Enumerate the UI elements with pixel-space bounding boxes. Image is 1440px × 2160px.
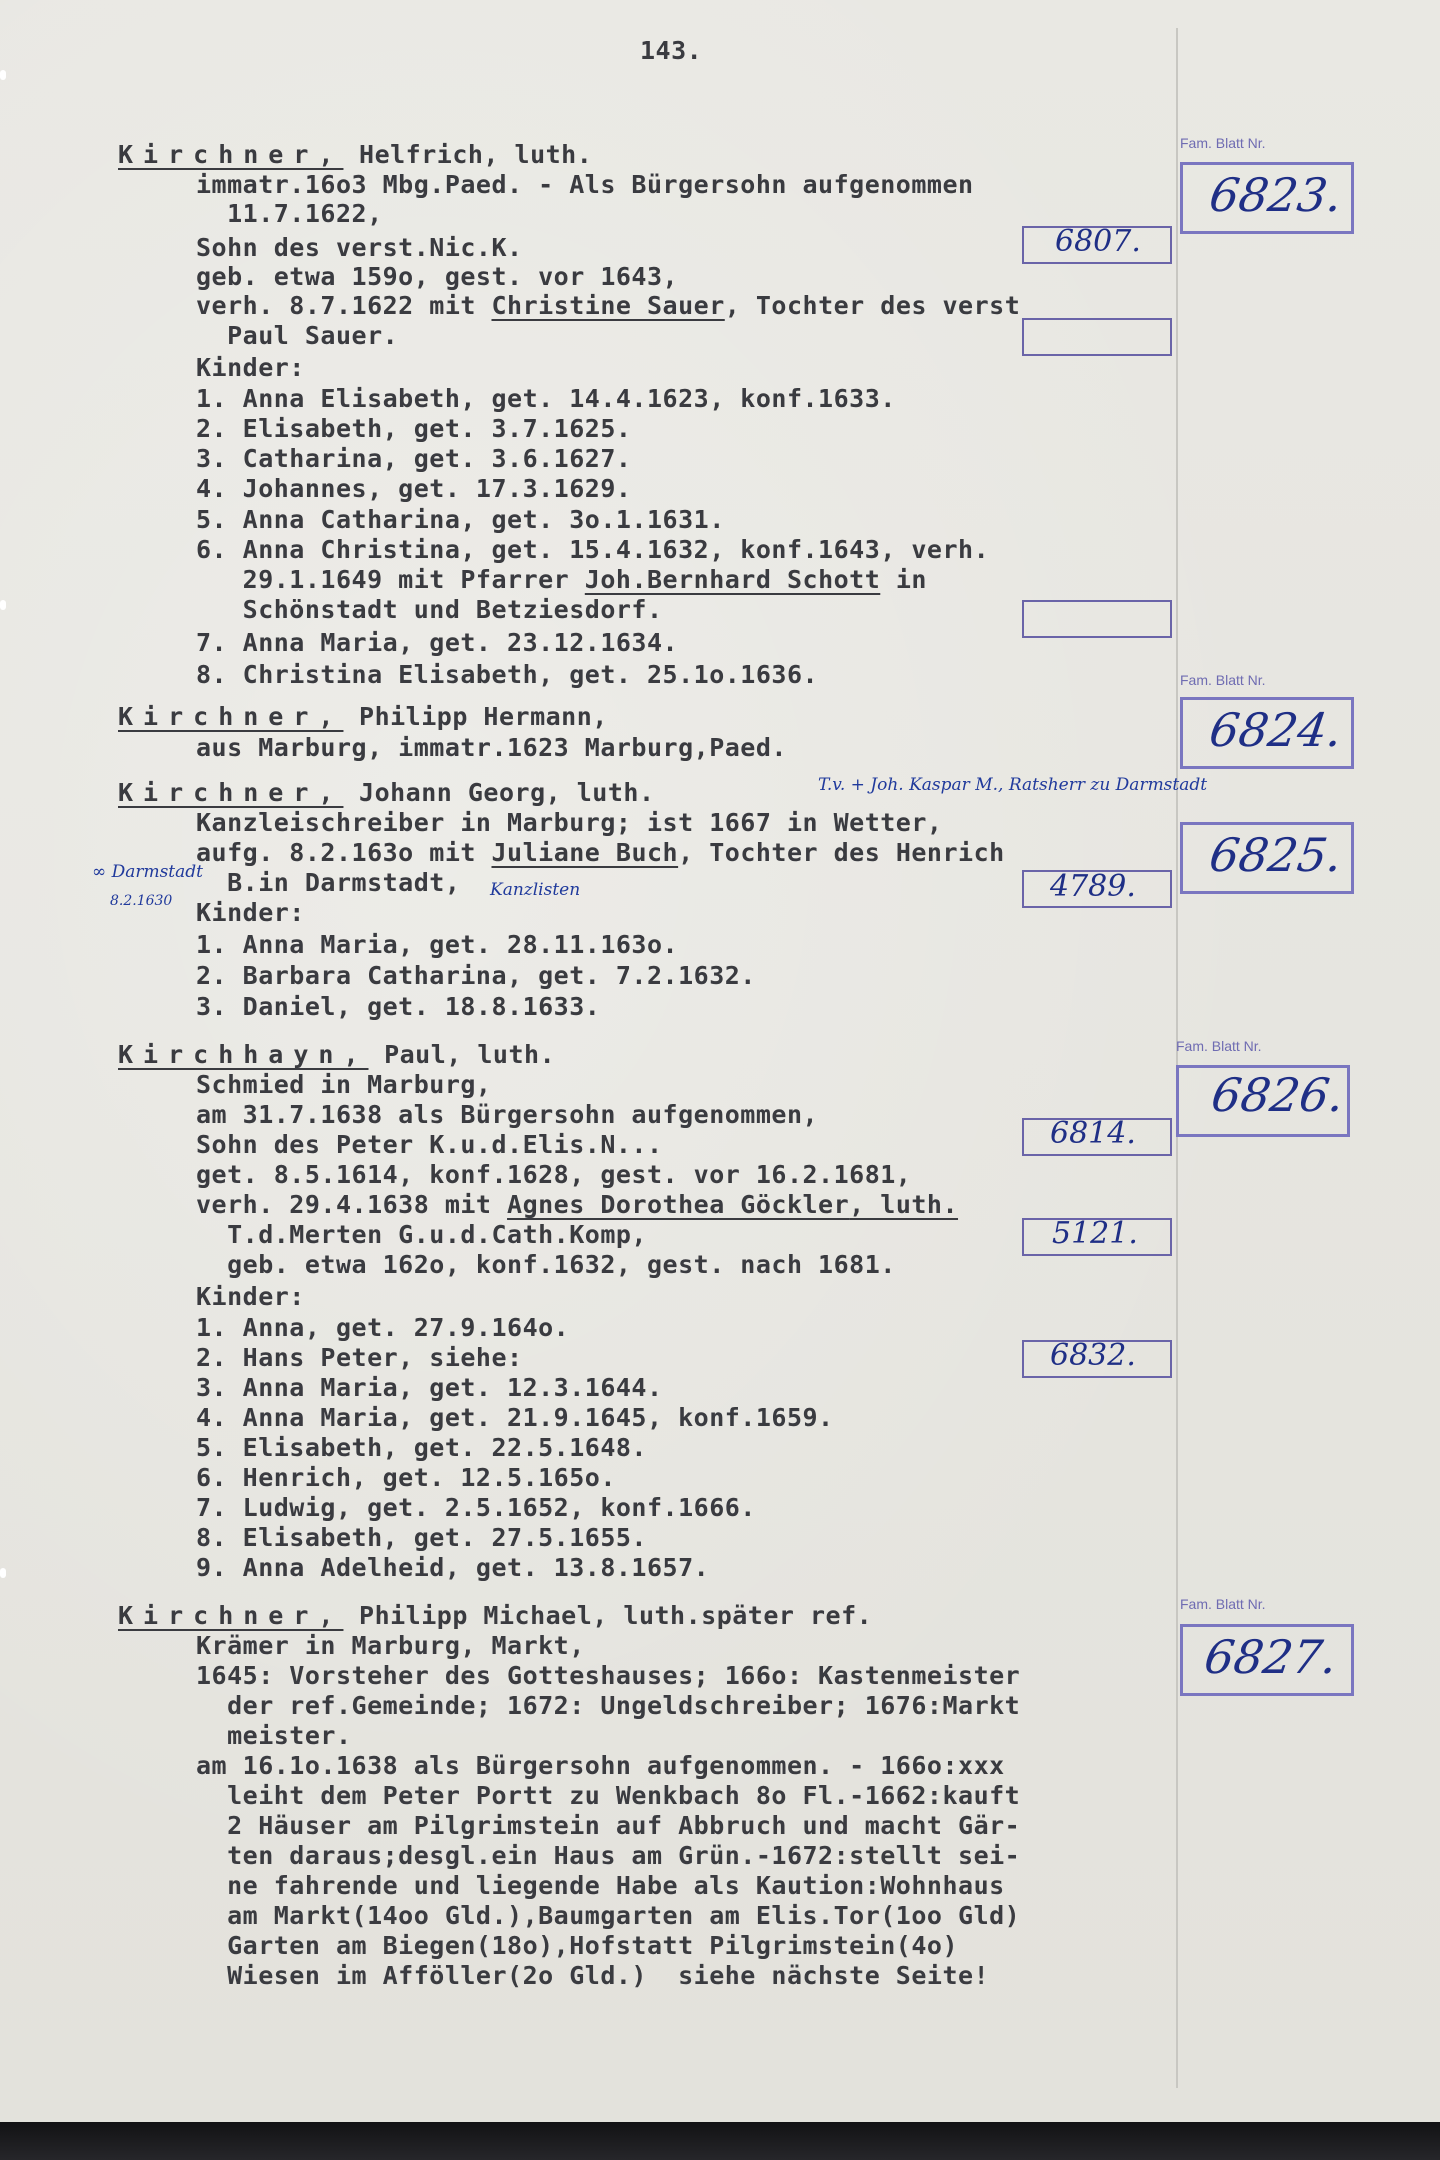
entry-2-heading <box>118 702 608 731</box>
child-ref-4-number: 6832. <box>1050 1338 1136 1373</box>
fam-box-5-number: 6827. <box>1201 1630 1341 1684</box>
punch-hole-mark <box>0 70 6 80</box>
entry-1-spouse-pre: verh. 8.7.1622 mit <box>196 291 492 320</box>
entry-4-spouse-name: Agnes Dorothea Göckler <box>507 1190 850 1219</box>
entry-4-children-label: Kinder: <box>196 1282 305 1311</box>
fam-box-1-label: Fam. Blatt Nr. <box>1180 135 1266 151</box>
entry-1-child-6-place: Schönstadt und Betziesdorf. <box>196 595 663 624</box>
entry-1-heading-rest: Helfrich, luth. <box>343 140 593 169</box>
entry-3-handwritten-note: T.v. + Joh. Kaspar M., Ratsherr zu Darmstadt <box>818 775 1208 795</box>
entry-5-line-3: der ref.Gemeinde; 1672: Ungeldschreiber; 1676:Markt <box>196 1691 1021 1720</box>
entry-5-line-5: am 16.1o.1638 als Bürgersohn aufgenommen. - 166o:xxx <box>196 1751 1005 1780</box>
entry-3-heading-rest: Johann Georg, luth. <box>343 778 655 807</box>
entry-4-child-4: 4. Anna Maria, get. 21.9.1645, konf.1659. <box>196 1403 834 1432</box>
entry-1-child-1: 1. Anna Elisabeth, get. 14.4.1623, konf.1633. <box>196 384 896 413</box>
entry-3-spouse-post: , Tochter des Henrich <box>678 838 1005 867</box>
entry-5-heading-rest: Philipp Michael, luth.später ref. <box>343 1601 873 1630</box>
entry-3-spouse-pre: aufg. 8.2.163o mit <box>196 838 492 867</box>
fam-box-2-label: Fam. Blatt Nr. <box>1180 672 1266 688</box>
entry-5-line-11: Garten am Biegen(18o),Hofstatt Pilgrimstein(4o) <box>196 1931 959 1960</box>
entry-3-spouse-line <box>196 838 1005 867</box>
entry-1-child-6-spouse: Joh.Bernhard Schott <box>584 565 881 594</box>
entry-3-heading <box>118 778 655 807</box>
entry-5-line-7: 2 Häuser am Pilgrimstein auf Abbruch und macht Gär- <box>196 1811 1021 1840</box>
entry-4-surname: Kirchhayn, <box>118 1040 369 1069</box>
entry-1-line-4: geb. etwa 159o, gest. vor 1643, <box>196 262 679 291</box>
entry-3-child-1: 1. Anna Maria, get. 28.11.163o. <box>196 930 679 959</box>
entry-3-line-2: B.in Darmstadt, <box>196 868 461 897</box>
child-ref-box-1 <box>1022 600 1172 638</box>
entry-4-child-2: 2. Hans Peter, siehe: <box>196 1343 523 1372</box>
entry-4-child-1: 1. Anna, get. 27.9.164o. <box>196 1313 570 1342</box>
entry-5-line-2: 1645: Vorsteher des Gotteshauses; 166o: Kastenmeister <box>196 1661 1021 1690</box>
entry-3-handwritten-after: Kanzlisten <box>490 880 581 900</box>
entry-5-line-1: Krämer in Marburg, Markt, <box>196 1631 585 1660</box>
entry-1-child-6-marriage <box>196 565 927 594</box>
entry-1-child-4: 4. Johannes, get. 17.3.1629. <box>196 474 632 503</box>
fam-box-5-label: Fam. Blatt Nr. <box>1180 1596 1266 1612</box>
entry-5-heading <box>118 1601 872 1630</box>
entry-1-heading <box>118 140 592 169</box>
entry-3-child-2: 2. Barbara Catharina, get. 7.2.1632. <box>196 961 756 990</box>
father-ref-1-number: 6807. <box>1055 224 1141 259</box>
fam-box-3-number: 6825. <box>1206 828 1346 882</box>
entry-4-line-5: T.d.Merten G.u.d.Cath.Komp, <box>196 1220 647 1249</box>
entry-5-line-10: am Markt(14oo Gld.),Baumgarten am Elis.Tor(1oo Gld) <box>196 1901 1021 1930</box>
entry-3-children-label: Kinder: <box>196 898 305 927</box>
entry-1-child-2: 2. Elisabeth, get. 3.7.1625. <box>196 414 632 443</box>
fam-box-4-number: 6826. <box>1208 1068 1348 1122</box>
entry-1-child-7: 7. Anna Maria, get. 23.12.1634. <box>196 628 679 657</box>
entry-4-spouse-post: , luth. <box>849 1190 959 1219</box>
entry-5-line-8: ten daraus;desgl.ein Haus am Grün.-1672:stellt sei- <box>196 1841 1021 1870</box>
fam-box-1-number: 6823. <box>1206 168 1346 222</box>
scan-border <box>0 2122 1440 2160</box>
entry-1-child-3: 3. Catharina, get. 3.6.1627. <box>196 444 632 473</box>
entry-4-spouse-line <box>196 1190 958 1219</box>
entry-4-spouse-pre: verh. 29.4.1638 mit <box>196 1190 508 1219</box>
spouse-ref-box-1 <box>1022 318 1172 356</box>
entry-1-spouse-post: , Tochter des verst <box>724 291 1021 320</box>
entry-4-child-9: 9. Anna Adelheid, get. 13.8.1657. <box>196 1553 710 1582</box>
entry-4-line-2: am 31.7.1638 als Bürgersohn aufgenommen, <box>196 1100 819 1129</box>
entry-3-margin-date: 8.2.1630 <box>110 893 173 909</box>
entry-1-line-3: Sohn des verst.Nic.K. <box>196 233 523 262</box>
entry-1-child-6-post: in <box>880 565 927 594</box>
entry-1-line-5: Paul Sauer. <box>196 321 399 350</box>
entry-2-heading-rest: Philipp Hermann, <box>343 702 608 731</box>
entry-1-child-6: 6. Anna Christina, get. 15.4.1632, konf.1643, verh. <box>196 535 990 564</box>
page-number: 143. <box>640 36 703 65</box>
entry-3-child-3: 3. Daniel, get. 18.8.1633. <box>196 992 601 1021</box>
punch-hole-mark <box>0 1568 6 1578</box>
father-ref-4-number: 6814. <box>1050 1116 1136 1151</box>
entry-1-spouse-line <box>196 291 1020 320</box>
entry-4-child-3: 3. Anna Maria, get. 12.3.1644. <box>196 1373 663 1402</box>
entry-1-children-label: Kinder: <box>196 353 305 382</box>
entry-3-line-1: Kanzleischreiber in Marburg; ist 1667 in Wetter, <box>196 808 943 837</box>
entry-1-child-5: 5. Anna Catharina, get. 3o.1.1631. <box>196 505 725 534</box>
entry-1-spouse-name: Christine Sauer <box>491 291 725 320</box>
entry-5-line-9: ne fahrende und liegende Habe als Kaution:Wohnhaus <box>196 1871 1005 1900</box>
entry-4-line-4: get. 8.5.1614, konf.1628, gest. vor 16.2.1681, <box>196 1160 912 1189</box>
punch-hole-mark <box>0 600 6 610</box>
entry-4-child-5: 5. Elisabeth, get. 22.5.1648. <box>196 1433 647 1462</box>
entry-4-child-8: 8. Elisabeth, get. 27.5.1655. <box>196 1523 647 1552</box>
entry-5-line-6: leiht dem Peter Portt zu Wenkbach 8o Fl.-1662:kauft <box>196 1781 1021 1810</box>
entry-3-margin-note: ∞ Darmstadt <box>92 862 203 882</box>
entry-5-line-4: meister. <box>196 1721 352 1750</box>
entry-1-line-2: 11.7.1622, <box>196 199 383 228</box>
fam-box-2-number: 6824. <box>1206 703 1346 757</box>
entry-3-surname: Kirchner, <box>118 778 344 807</box>
entry-4-line-1: Schmied in Marburg, <box>196 1070 492 1099</box>
entry-4-heading-rest: Paul, luth. <box>368 1040 556 1069</box>
entry-4-line-3: Sohn des Peter K.u.d.Elis.N... <box>196 1130 663 1159</box>
entry-4-heading <box>118 1040 555 1069</box>
entry-1-child-8: 8. Christina Elisabeth, get. 25.1o.1636. <box>196 660 819 689</box>
entry-1-line-1: immatr.16o3 Mbg.Paed. - Als Bürgersohn aufgenommen <box>196 170 974 199</box>
entry-1-child-6-pre: 29.1.1649 mit Pfarrer <box>196 565 585 594</box>
entry-5-line-12: Wiesen im Afföller(2o Gld.) siehe nächste Seite! <box>196 1961 990 1990</box>
entry-2-surname: Kirchner, <box>118 702 344 731</box>
entry-4-child-7: 7. Ludwig, get. 2.5.1652, konf.1666. <box>196 1493 756 1522</box>
wife-ref-3-number: 4789. <box>1050 869 1136 904</box>
fam-box-4-label: Fam. Blatt Nr. <box>1176 1038 1262 1054</box>
entry-2-line-1: aus Marburg, immatr.1623 Marburg,Paed. <box>196 733 787 762</box>
entry-4-line-6: geb. etwa 162o, konf.1632, gest. nach 1681. <box>196 1250 896 1279</box>
wife-ref-4-number: 5121. <box>1052 1216 1138 1251</box>
entry-4-child-6: 6. Henrich, get. 12.5.165o. <box>196 1463 616 1492</box>
margin-rule <box>1176 28 1178 2088</box>
entry-1-surname: Kirchner, <box>118 140 344 169</box>
entry-5-surname: Kirchner, <box>118 1601 344 1630</box>
entry-3-spouse-name: Juliane Buch <box>491 838 679 867</box>
